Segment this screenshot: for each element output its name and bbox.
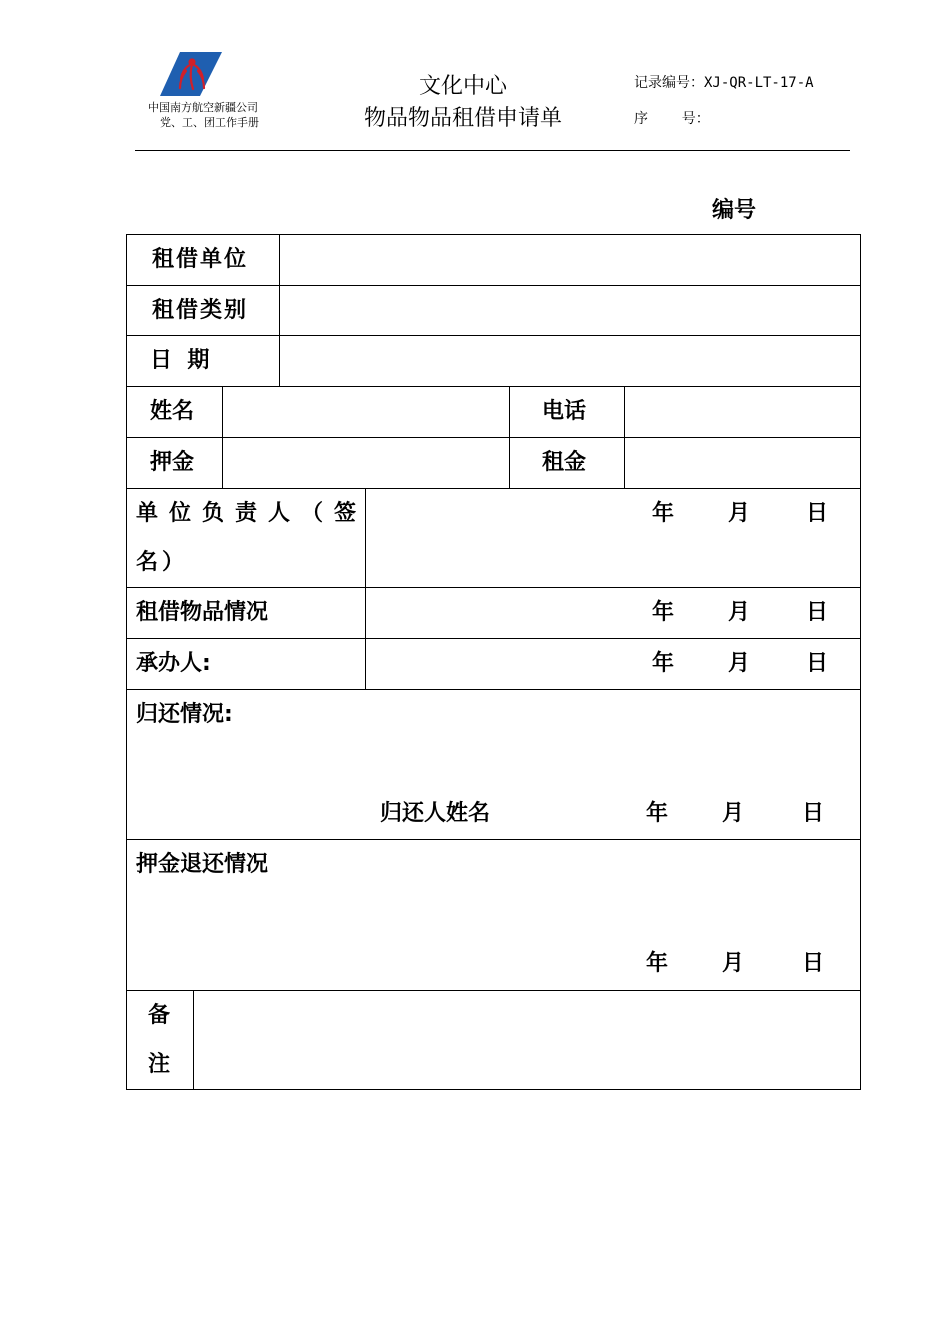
- company-name: 中国南方航空新疆公司: [148, 101, 258, 114]
- rent-label: 租金: [542, 450, 587, 475]
- year-text: 年: [646, 951, 669, 976]
- name-label: 姓名: [150, 399, 195, 424]
- day-text: 日: [802, 951, 825, 976]
- rental-unit-field[interactable]: [280, 236, 858, 285]
- return-condition-field[interactable]: [128, 730, 858, 837]
- year-text: 年: [646, 801, 669, 826]
- unit-head-signature-label-cont: 名）: [136, 550, 189, 575]
- company-logo-icon: [160, 52, 222, 96]
- header-title-line1: 文化中心: [418, 74, 507, 99]
- row-divider: [127, 689, 860, 690]
- day-text: 日: [806, 501, 829, 526]
- month-text: 月: [722, 801, 745, 826]
- record-number: 记录编号：XJ-QR-LT-17-A: [634, 75, 814, 91]
- name-field[interactable]: [223, 387, 507, 436]
- item-condition-field[interactable]: [366, 588, 858, 637]
- return-condition-label: 归还情况:: [136, 702, 233, 727]
- item-condition-label: 租借物品情况: [136, 600, 269, 625]
- month-text: 月: [728, 501, 751, 526]
- deposit-refund-field[interactable]: [128, 880, 858, 987]
- day-text: 日: [806, 600, 829, 625]
- header-divider: [135, 150, 850, 151]
- remarks-label: 备: [148, 1003, 171, 1028]
- deposit-label: 押金: [150, 450, 195, 475]
- unit-head-signature-field[interactable]: [366, 489, 858, 586]
- remarks-label-cont: 注: [148, 1052, 171, 1077]
- year-text: 年: [652, 501, 675, 526]
- manual-name: 党、工、团工作手册: [160, 116, 259, 129]
- deposit-field[interactable]: [223, 438, 507, 487]
- form-number-label: 编号: [712, 198, 757, 223]
- returner-name-label: 归还人姓名: [380, 801, 491, 826]
- deposit-refund-label: 押金退还情况: [136, 852, 269, 877]
- rental-unit-label: 租借单位: [152, 247, 249, 272]
- day-text: 日: [806, 651, 829, 676]
- month-text: 月: [728, 600, 751, 625]
- rental-category-label: 租借类别: [152, 298, 249, 323]
- remarks-field[interactable]: [194, 991, 858, 1087]
- unit-head-signature-label: 单位负责人（签: [136, 501, 368, 526]
- sequence-number: 序 号：: [634, 111, 710, 127]
- year-text: 年: [652, 600, 675, 625]
- row-divider: [127, 839, 860, 840]
- rental-category-field[interactable]: [280, 286, 858, 335]
- column-divider: [509, 386, 510, 488]
- handler-label: 承办人:: [136, 651, 211, 676]
- year-text: 年: [652, 651, 675, 676]
- header-title-line2: 物品物品租借申请单: [363, 106, 562, 131]
- day-text: 日: [802, 801, 825, 826]
- month-text: 月: [722, 951, 745, 976]
- date-field[interactable]: [280, 336, 858, 385]
- month-text: 月: [728, 651, 751, 676]
- phone-field[interactable]: [625, 387, 858, 436]
- date-label: 日 期: [150, 348, 210, 373]
- rent-field[interactable]: [625, 438, 858, 487]
- handler-field[interactable]: [366, 639, 858, 688]
- phone-label: 电话: [542, 399, 587, 424]
